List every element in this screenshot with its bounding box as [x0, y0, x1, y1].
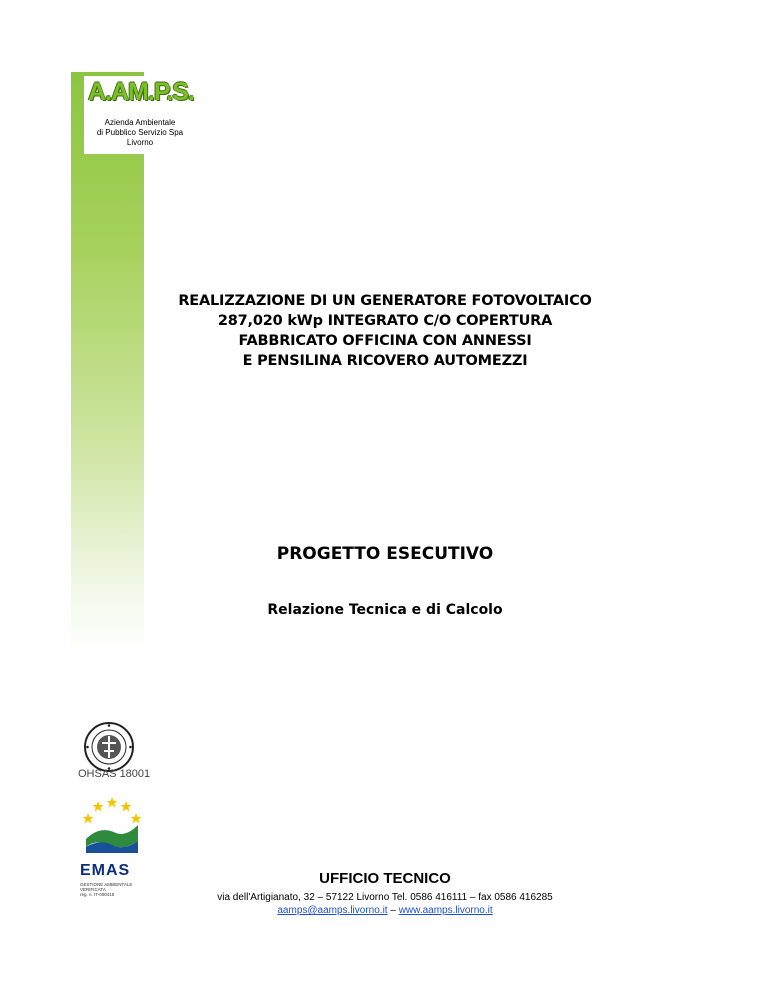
emas-logo-icon: [80, 795, 144, 855]
document-subtitle: PROGETTO ESECUTIVO: [276, 544, 494, 564]
document-title: [150, 291, 620, 371]
title-line-2: 287,020 kWp INTEGRATO C/O COPERTURA: [217, 313, 553, 329]
logo-line-3: Livorno: [126, 138, 154, 147]
emas-caption-line-1: GESTIONE AMBIENTALE: [80, 882, 133, 887]
email-link[interactable]: aamps@aamps.livorno.it: [277, 905, 388, 916]
emas-caption: [80, 882, 150, 897]
footer-links: [150, 905, 620, 916]
green-side-bar: [71, 72, 144, 652]
logo-line-1: Azienda Ambientale: [104, 118, 176, 127]
logo-title: A.AM.P.S.: [88, 78, 194, 106]
document-subtitle-2: Relazione Tecnica e di Calcolo: [267, 602, 503, 618]
aamps-logo: [84, 76, 196, 154]
emas-label: EMAS: [80, 862, 131, 879]
title-line-1: REALIZZAZIONE DI UN GENERATORE FOTOVOLTAICO: [178, 293, 592, 309]
website-link[interactable]: www.aamps.livorno.it: [398, 905, 493, 916]
footer-separator: –: [390, 905, 396, 916]
footer-title: UFFICIO TECNICO: [319, 870, 451, 887]
ohsas-label: OHSAS 18001: [78, 768, 151, 780]
footer-address: via dell'Artigianato, 32 – 57122 Livorno Tel. 0586 416111 – fax 0586 416285: [217, 892, 553, 903]
title-line-3: FABBRICATO OFFICINA CON ANNESSI: [238, 333, 532, 349]
emas-caption-line-2: VERIFICATA: [80, 887, 106, 892]
rina-seal-icon: [83, 721, 135, 773]
title-line-4: E PENSILINA RICOVERO AUTOMEZZI: [242, 353, 528, 369]
emas-caption-line-3: reg. n. IT-000415: [80, 892, 115, 897]
logo-line-2: di Pubblico Servizio Spa: [96, 128, 184, 137]
